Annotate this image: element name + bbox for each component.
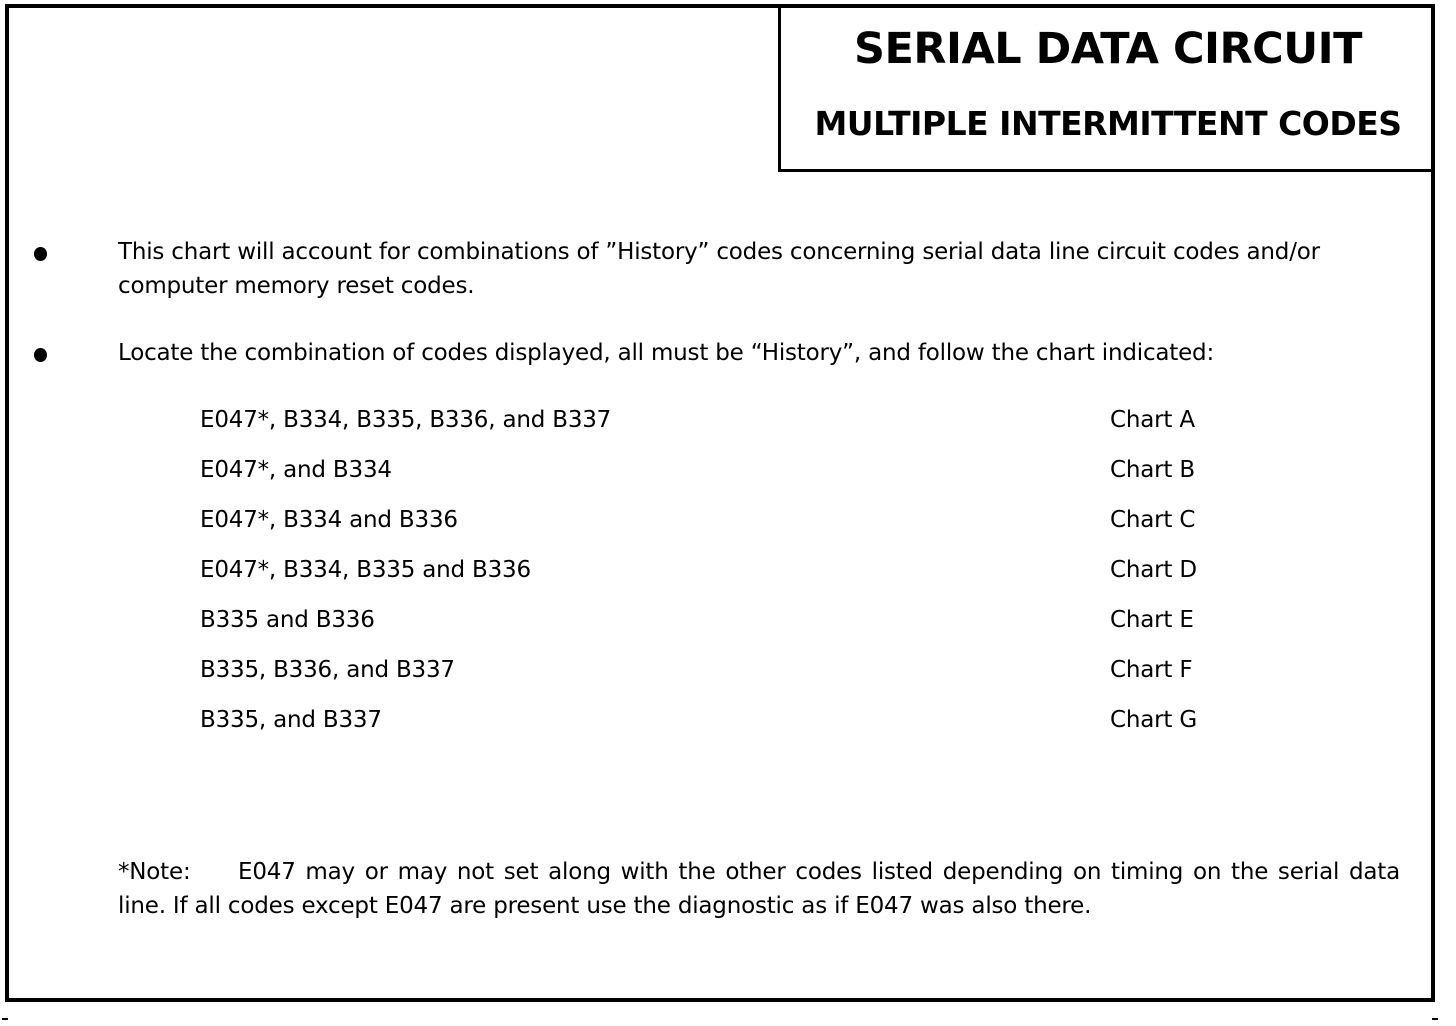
crop-mark-right (1432, 1018, 1438, 1020)
code-table-row (200, 403, 1220, 437)
bullet-text-2: Locate the combination of codes displayed, all must be “History”, and follow the chart indicated: (118, 340, 1214, 366)
bullet-text-1: This chart will account for combinations of ”History” codes concerning serial data line circuit codes and/or computer memory reset codes. (118, 239, 1320, 299)
code-combination: E047*, B334, B335, B336, and B337 (200, 407, 612, 433)
chart-reference: Chart C (1110, 507, 1196, 533)
chart-reference: Chart F (1110, 657, 1193, 683)
chart-reference: Chart D (1110, 557, 1197, 583)
page-title: SERIAL DATA CIRCUIT (854, 24, 1362, 74)
footnote-text: E047 may or may not set along with the other codes listed depending on timing on the serial data line. If all codes except E047 are present use the diagnostic as if E047 was also there. (118, 859, 1400, 919)
code-table-row (200, 503, 1220, 537)
bullet-dot-icon (34, 348, 47, 362)
code-combination: B335, and B337 (200, 707, 382, 733)
code-table-row (200, 703, 1220, 737)
footnote (118, 855, 1400, 923)
code-table-row (200, 603, 1220, 637)
code-table-row (200, 553, 1220, 587)
code-combination: E047*, B334, B335 and B336 (200, 557, 531, 583)
page-subtitle: MULTIPLE INTERMITTENT CODES (814, 104, 1402, 143)
chart-reference: Chart A (1110, 407, 1195, 433)
bullet-dot-icon (34, 247, 47, 261)
chart-reference: Chart B (1110, 457, 1195, 483)
code-combination: E047*, and B334 (200, 457, 392, 483)
chart-reference: Chart G (1110, 707, 1197, 733)
code-table-row (200, 453, 1220, 487)
code-table-row (200, 653, 1220, 687)
code-combination: B335 and B336 (200, 607, 375, 633)
code-combination: E047*, B334 and B336 (200, 507, 458, 533)
footnote-label: *Note: (118, 859, 191, 885)
chart-reference: Chart E (1110, 607, 1194, 633)
title-box (778, 4, 1435, 172)
code-combination: B335, B336, and B337 (200, 657, 455, 683)
crop-mark-left (2, 1018, 8, 1020)
